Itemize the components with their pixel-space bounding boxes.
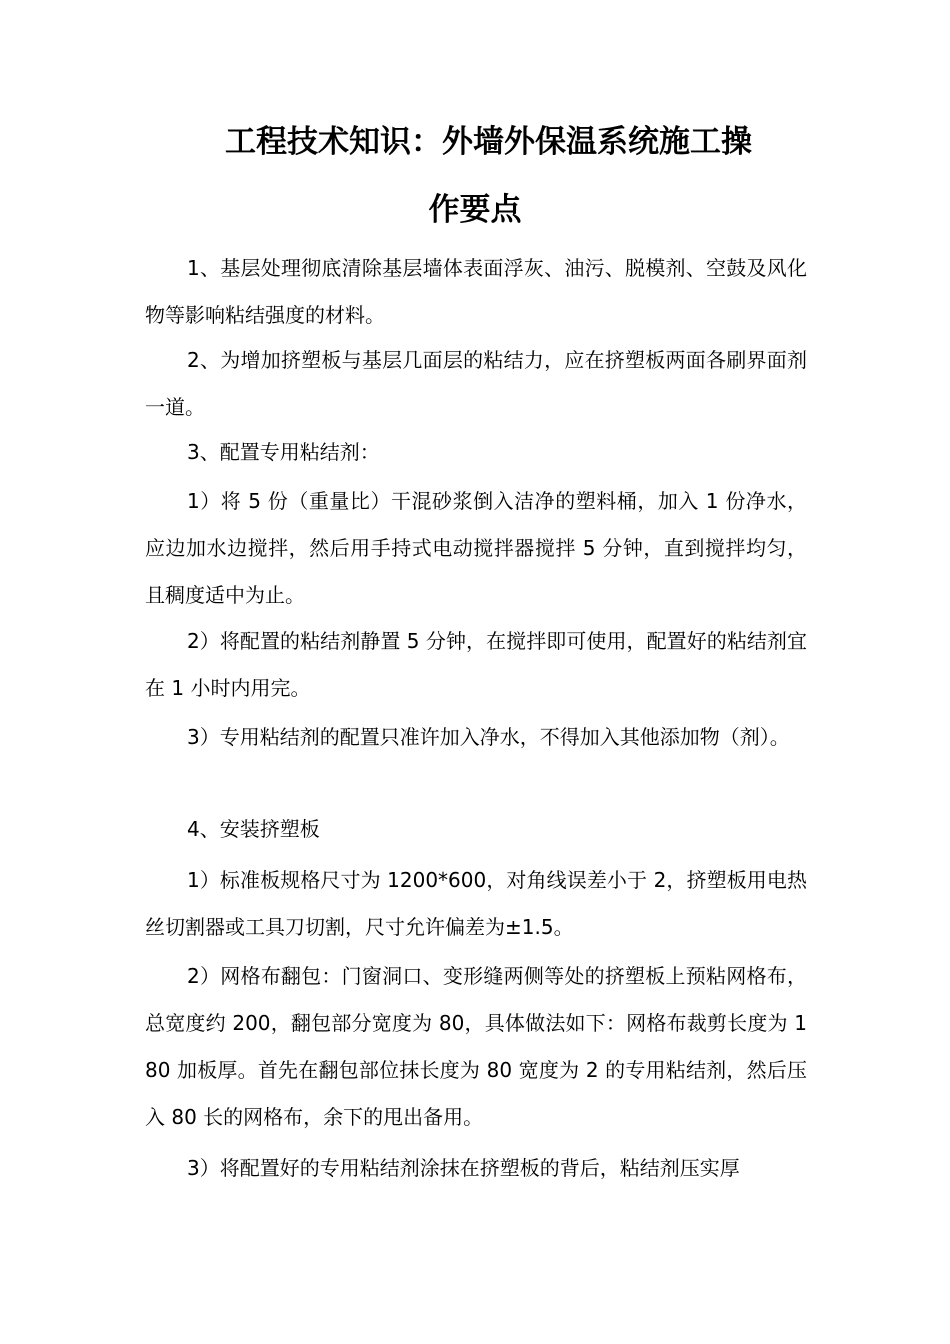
paragraph-9: 2）网格布翻包：门窗洞口、变形缝两侧等处的挤塑板上预粘网格布，总宽度约 200，翻包部分宽度为 80，具体做法如下：网格布裁剪长度为 180 加板厚。首先在翻包部位抹长度为 80 宽度为 2 的专用粘结剂，然后压入 80 长的网格布，余下的甩出备用。 [145,964,807,1129]
paragraph-10: 3）将配置好的专用粘结剂涂抹在挤塑板的背后，粘结剂压实厚 [187,1156,740,1180]
paragraph-5: 2）将配置的粘结剂静置 5 分钟，在搅拌即可使用，配置好的粘结剂宜在 1 小时内用完。 [145,629,807,700]
paragraph-8: 1）标准板规格尺寸为 1200*600，对角线误差小于 2，挤塑板用电热丝切割器或工具刀切割，尺寸允许偏差为±1.5。 [145,868,807,939]
paragraph-2: 2、为增加挤塑板与基层几面层的粘结力，应在挤塑板两面各刷界面剂一道。 [145,348,807,419]
document-title-line-2: 作要点 [428,192,522,228]
paragraph-6: 3）专用粘结剂的配置只准许加入净水，不得加入其他添加物（剂）。 [187,725,790,749]
paragraph-4: 1）将 5 份（重量比）干混砂浆倒入洁净的塑料桶，加入 1 份净水，应边加水边搅拌，然后用手持式电动搅拌器搅拌 5 分钟，直到搅拌均匀，且稠度适中为止。 [145,489,807,607]
paragraph-3: 3、配置专用粘结剂： [187,440,380,464]
paragraph-1: 1、基层处理彻底清除基层墙体表面浮灰、油污、脱模剂、空鼓及风化物等影响粘结强度的材料。 [145,256,807,327]
document-title-line-1: 工程技术知识：外墙外保温系统施工操 [225,124,752,160]
paragraph-7: 4、安装挤塑板 [187,817,320,841]
